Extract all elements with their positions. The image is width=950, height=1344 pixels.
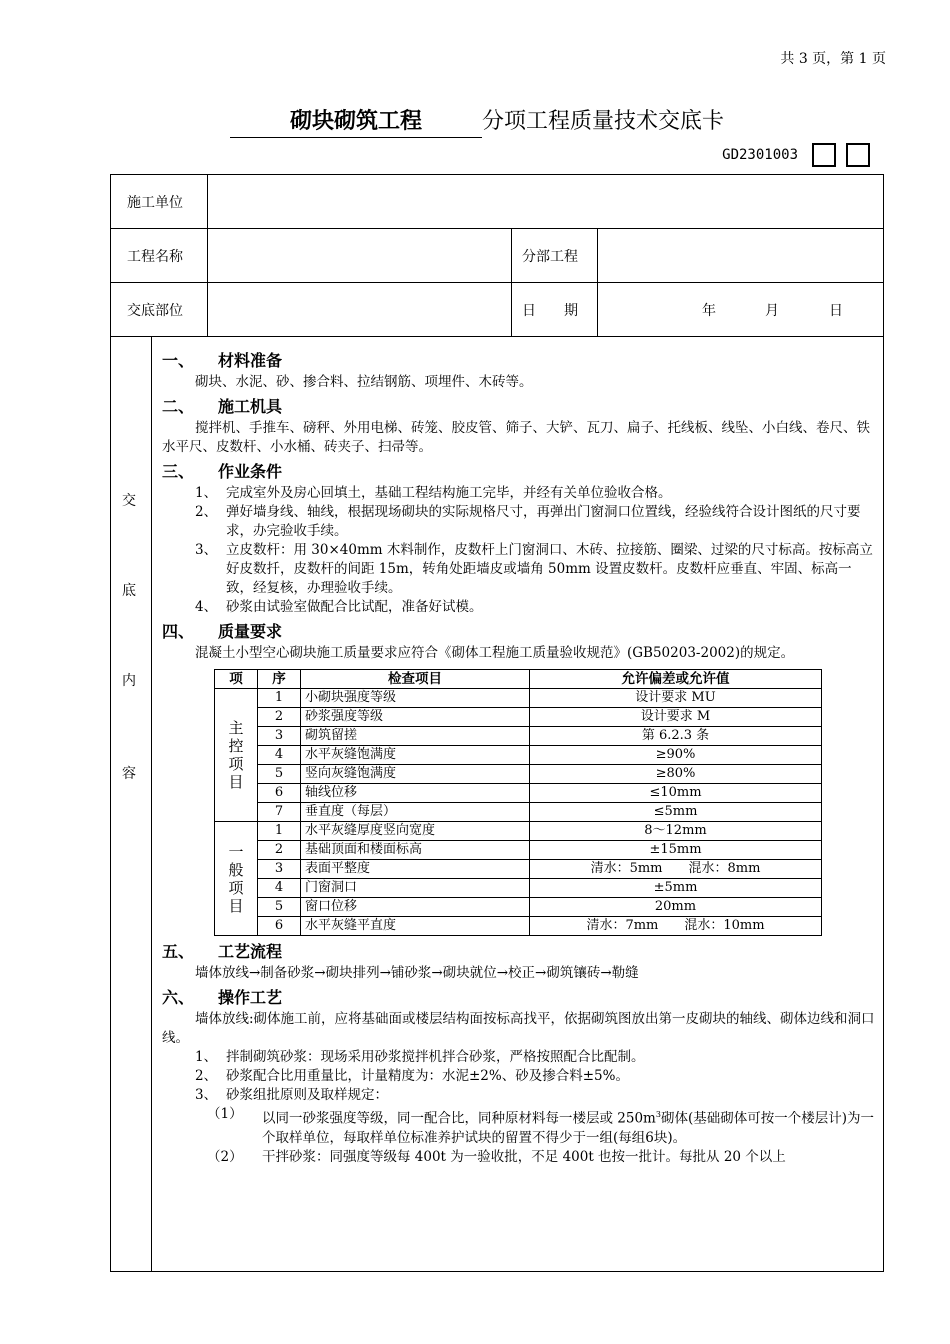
side-label-char: 容 — [122, 766, 136, 782]
unit-label: 施工单位 — [127, 195, 183, 211]
table-row: 7 垂直度（每层） ≤5mm — [215, 803, 822, 822]
table-row: 4 水平灰缝饱满度 ≥90% — [215, 746, 822, 765]
row-divider — [110, 336, 884, 337]
section-heading: 六、 操作工艺 — [162, 988, 283, 1007]
section-heading: 三、 作业条件 — [162, 462, 283, 481]
section-heading: 二、 施工机具 — [162, 397, 283, 416]
title-project: 砌块砌筑工程 — [230, 104, 482, 138]
table-row: 2 基础顶面和楼面标高 ±15mm — [215, 841, 822, 860]
date-year[interactable]: 年 — [702, 303, 716, 319]
side-label-char: 内 — [122, 673, 136, 689]
list-item: 3、 砂浆组批原则及取样规定： — [195, 1087, 388, 1103]
subproject-field[interactable] — [602, 232, 880, 278]
group-label: 主 控 项 目 — [215, 689, 258, 822]
table-row: 3 表面平整度 清水：5mm 混水：8mm — [215, 860, 822, 879]
list-item: 1、 拌制砌筑砂浆：现场采用砂浆搅拌机拌合砂浆，严格按照配合比配制。 — [195, 1049, 645, 1065]
side-label-char: 底 — [122, 583, 136, 599]
row-divider — [110, 282, 884, 283]
list-item: 3、 立皮数杆：用 30×40mm 木料制作，皮数杆上门窗洞口、木砖、拉接筋、圈梁、过梁的尺寸标高。按标高立好皮数扦，皮数杆的间距 15m，转角处距墙皮或墙角 50mm 设置皮数杆。皮数杆应垂直、牢固、标高一致，经复核，办理验收手续。 — [195, 542, 873, 596]
project-label: 工程名称 — [127, 249, 183, 265]
unit-field[interactable] — [212, 178, 880, 224]
page-title — [230, 104, 724, 138]
table-row: 2 砂浆强度等级 设计要求 M — [215, 708, 822, 727]
group-label: 一 般 项 目 — [215, 822, 258, 936]
checkbox-2[interactable] — [846, 143, 870, 167]
col-divider — [597, 228, 598, 336]
section-text: 墙体放线:砌体施工前，应将基础面或楼层结构面按标高找平，依据砌筑图放出第一皮砌块的轴线、砌体边线和洞口线。 — [162, 1011, 875, 1046]
table-header: 项 序 检查项目 允许偏差或允许值 — [215, 670, 822, 689]
page-info: 共 3 页，第 1 页 — [780, 51, 886, 67]
list-item: （1） 以同一砂浆强度等级，同一配合比，同种原材料每一楼层或 $250m^3$砌体(基础砌体可按一个楼层计)为一个取样单位，每取样单位标准养护试块的留置不得少于一组(每组6块)。 — [207, 1106, 874, 1146]
col-divider — [207, 174, 208, 336]
location-field[interactable] — [212, 286, 506, 332]
table-row: 5 窗口位移 20mm — [215, 898, 822, 917]
table-row: 主 控 项 目 1 小砌块强度等级 设计要求 MU — [215, 689, 822, 708]
doc-code: GD2301003 — [722, 147, 798, 163]
list-item: 2、 弹好墙身线、轴线，根据现场砌块的实际规格尺寸，再弹出门窗洞口位置线，经验线符合设计图纸的尺寸要求，办完验收手续。 — [195, 504, 861, 539]
content-body — [162, 346, 878, 1167]
table-row: 6 轴线位移 ≤10mm — [215, 784, 822, 803]
list-item: 2、 砂浆配合比用重量比，计量精度为：水泥±2%、砂及掺合料±5%。 — [195, 1068, 629, 1084]
checkbox-1[interactable] — [812, 143, 836, 167]
location-label: 交底部位 — [127, 303, 183, 319]
date-month[interactable]: 月 — [765, 303, 779, 319]
list-item: 1、 完成室外及房心回填土，基础工程结构施工完毕，并经有关单位验收合格。 — [195, 485, 672, 501]
section-text: 砌块、水泥、砂、掺合料、拉结钢筋、项埋件、木砖等。 — [195, 374, 533, 390]
table-row: 一 般 项 目 1 水平灰缝厚度竖向宽度 8～12mm — [215, 822, 822, 841]
section-heading: 四、 质量要求 — [162, 622, 283, 641]
section-text: 墙体放线→制备砂浆→砌块排列→铺砂浆→砌块就位→校正→砌筑镶砖→勒缝 — [195, 965, 639, 981]
section-text: 搅拌机、手推车、磅秤、外用电梯、砖笼、胶皮管、筛子、大铲、瓦刀、扁子、托线板、线坠、小白线、卷尺、铁水平尺、皮数杆、小水桶、砖夹子、扫帚等。 — [162, 420, 870, 455]
table-row: 6 水平灰缝平直度 清水：7mm 混水：10mm — [215, 917, 822, 936]
table-row: 4 门窗洞口 ±5mm — [215, 879, 822, 898]
date-label: 日 期 — [522, 303, 578, 319]
project-field[interactable] — [212, 232, 506, 278]
side-label-char: 交 — [122, 493, 136, 509]
col-divider — [151, 336, 152, 1272]
section-heading: 五、 工艺流程 — [162, 942, 283, 961]
title-suffix: 分项工程质量技术交底卡 — [482, 109, 725, 134]
row-divider — [110, 228, 884, 229]
section-text: 混凝土小型空心砌块施工质量要求应符合《砌体工程施工质量验收规范》(GB50203-2002)的规定。 — [195, 645, 795, 661]
table-row: 5 竖向灰缝饱满度 ≥80% — [215, 765, 822, 784]
subproject-label: 分部工程 — [522, 249, 578, 265]
list-item: 4、 砂浆由试验室做配合比试配，准备好试模。 — [195, 599, 483, 615]
quality-table — [214, 669, 822, 936]
table-row: 3 砌筑留搓 第 6.2.3 条 — [215, 727, 822, 746]
list-item: （2） 干拌砂浆：同强度等级每 400t 为一验收批，不足 400t 也按一批计。每批从 20 个以上 — [207, 1148, 786, 1165]
col-divider — [511, 228, 512, 336]
section-heading: 一、 材料准备 — [162, 351, 283, 370]
date-day[interactable]: 日 — [829, 303, 843, 319]
